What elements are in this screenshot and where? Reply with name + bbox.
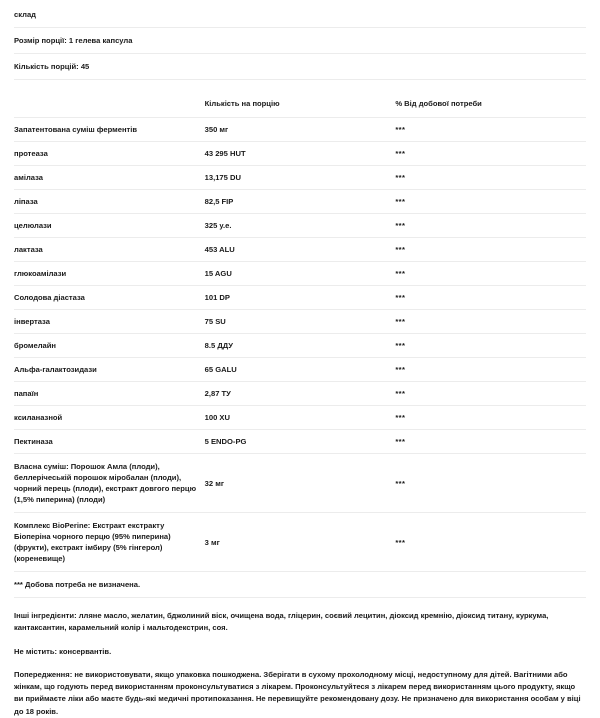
nutrient-name: протеаза <box>14 142 205 166</box>
nutrient-amount: 82,5 FIP <box>205 190 396 214</box>
nutrient-daily-value: *** <box>395 310 586 334</box>
nutrient-amount: 75 SU <box>205 310 396 334</box>
table-row <box>14 513 586 572</box>
nutrient-daily-value: *** <box>395 142 586 166</box>
table-row <box>14 430 586 454</box>
column-header-amount: Кількість на порцію <box>205 90 396 118</box>
daily-value-footnote: *** Добова потреба не визначена. <box>14 572 586 598</box>
free-from-text: Не містить: консервантів. <box>14 646 112 656</box>
nutrient-amount: 8.5 ДДУ <box>205 334 396 358</box>
nutrient-name: лактаза <box>14 238 205 262</box>
nutrient-daily-value: *** <box>395 118 586 142</box>
nutrient-name: амілаза <box>14 166 205 190</box>
nutrient-name: інвертаза <box>14 310 205 334</box>
nutrient-amount: 100 XU <box>205 406 396 430</box>
nutrient-daily-value: *** <box>395 513 586 572</box>
table-row <box>14 358 586 382</box>
nutrient-name: глюкоамілази <box>14 262 205 286</box>
nutrient-name: целюлази <box>14 214 205 238</box>
nutrient-daily-value: *** <box>395 358 586 382</box>
nutrient-amount: 32 мг <box>205 454 396 513</box>
table-row <box>14 382 586 406</box>
nutrient-name: ксиланазной <box>14 406 205 430</box>
servings-per-container: Кількість порцій: 45 <box>14 54 586 80</box>
nutrient-name: Солодова діастаза <box>14 286 205 310</box>
table-row <box>14 454 586 513</box>
nutrient-daily-value: *** <box>395 286 586 310</box>
nutrient-amount: 13,175 DU <box>205 166 396 190</box>
serving-size-row <box>14 28 586 54</box>
table-row <box>14 310 586 334</box>
label-title-row <box>14 0 586 28</box>
nutrient-name: папаїн <box>14 382 205 406</box>
nutrient-amount: 453 ALU <box>205 238 396 262</box>
column-header-name <box>14 90 205 118</box>
table-row <box>14 118 586 142</box>
table-row <box>14 262 586 286</box>
nutrient-name: Альфа-галактозидази <box>14 358 205 382</box>
table-row <box>14 190 586 214</box>
nutrient-amount: 43 295 HUT <box>205 142 396 166</box>
supplement-facts-table <box>14 0 586 572</box>
table-row <box>14 238 586 262</box>
nutrient-name: ліпаза <box>14 190 205 214</box>
nutrient-amount: 5 ENDO-PG <box>205 430 396 454</box>
nutrient-daily-value: *** <box>395 214 586 238</box>
nutrient-amount: 325 у.е. <box>205 214 396 238</box>
table-row <box>14 334 586 358</box>
table-row <box>14 214 586 238</box>
table-spacer <box>14 80 586 91</box>
table-row <box>14 286 586 310</box>
nutrient-daily-value: *** <box>395 406 586 430</box>
nutrient-amount: 65 GALU <box>205 358 396 382</box>
serving-size: Розмір порції: 1 гелева капсула <box>14 28 586 54</box>
nutrient-name: бромелайн <box>14 334 205 358</box>
nutrient-daily-value: *** <box>395 430 586 454</box>
supplement-facts-body <box>14 0 586 572</box>
nutrient-amount: 350 мг <box>205 118 396 142</box>
warning-text: Попередження: не використовувати, якщо упаковка пошкоджена. Зберігати в сухому прохолодному місці, недоступному для дітей. Вагітними або жінкам, що годують перед використанням проконсультуватися з лікарем. Проконсультуйтеся з лікарем перед використанням цього продукту, якщо ви приймаєте ліки або маєте будь-які медичні протипоказання. Не перевищуйте рекомендовану дозу. Не призначено для використання особам у віці до 18 років. <box>14 669 581 716</box>
nutrient-name: Запатентована суміш ферментів <box>14 118 205 142</box>
nutrient-amount: 101 DP <box>205 286 396 310</box>
nutrient-name: Пектиназа <box>14 430 205 454</box>
nutrient-daily-value: *** <box>395 454 586 513</box>
nutrient-daily-value: *** <box>395 334 586 358</box>
nutrient-name: Власна суміш: Порошок Амла (плоди), беллерічеській порошок міробалан (плоди), чорний перець (плоди), екстракт довгого перцю (1,5% пиперина) (плоди) <box>14 454 205 513</box>
nutrient-daily-value: *** <box>395 238 586 262</box>
nutrient-amount: 15 AGU <box>205 262 396 286</box>
table-row <box>14 406 586 430</box>
nutrient-daily-value: *** <box>395 166 586 190</box>
label-title: склад <box>14 0 586 28</box>
column-header-row <box>14 90 586 118</box>
table-row <box>14 142 586 166</box>
nutrient-amount: 3 мг <box>205 513 396 572</box>
nutrient-daily-value: *** <box>395 262 586 286</box>
column-header-daily-value: % Від добової потреби <box>395 90 586 118</box>
nutrient-daily-value: *** <box>395 382 586 406</box>
nutrient-amount: 2,87 ТУ <box>205 382 396 406</box>
other-ingredients-text: Інші інгредієнти: лляне масло, желатин, бджолиний віск, очищена вода, гліцерин, соєвий лецитин, діоксид кремнію, діоксид титану, куркума, кантаксантин, карамельний колір і мальтодекстрин, соя. <box>14 611 549 633</box>
nutrient-daily-value: *** <box>395 190 586 214</box>
nutrient-name: Комплекс BioPerine: Екстракт екстракту Біоперіна чорного перцю (95% пиперина) (фрукти), екстракт імбиру (5% гінгерол) (кореневище) <box>14 513 205 572</box>
table-row <box>14 166 586 190</box>
servings-per-container-row <box>14 54 586 80</box>
